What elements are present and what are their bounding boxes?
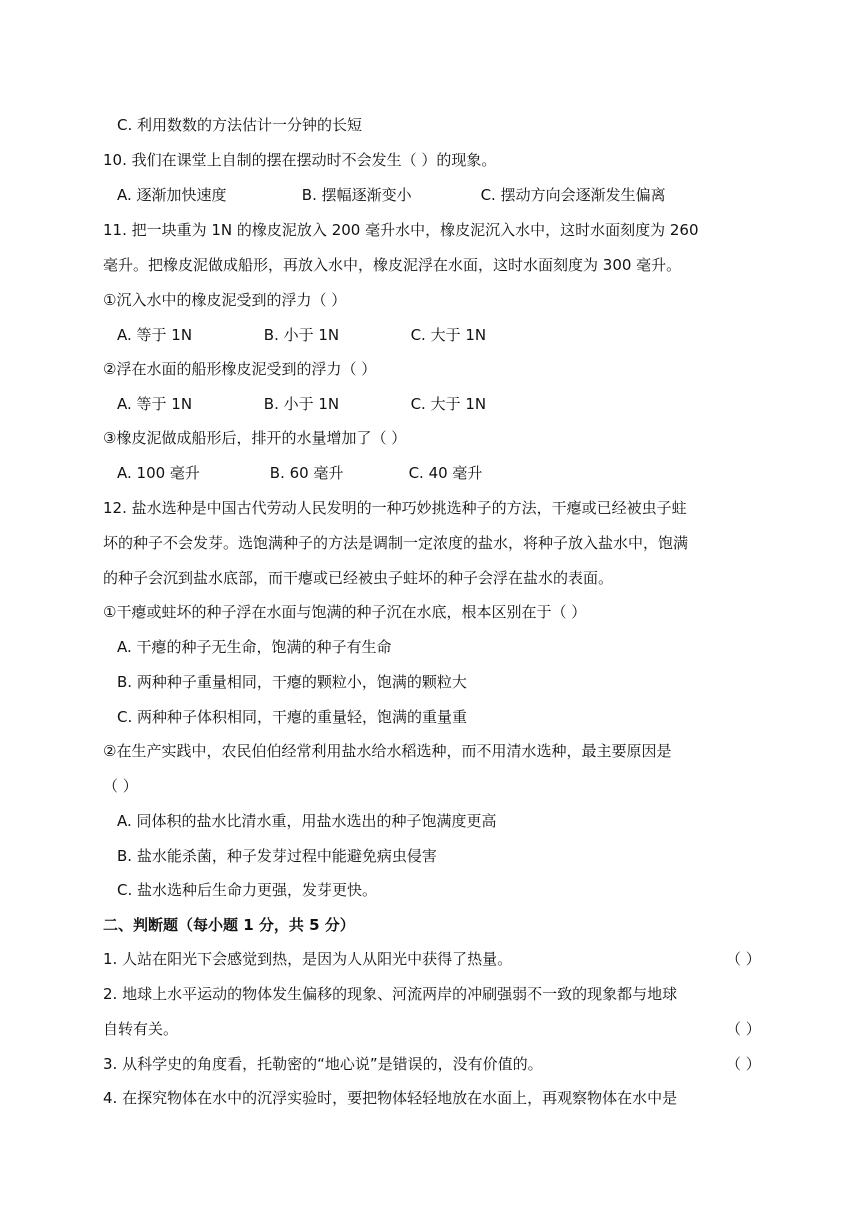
q12-sub-1-option-a: A. 干瘪的种子无生命，饱满的种子有生命 — [117, 638, 392, 656]
q12-sub-1: ①干瘪或蛀坏的种子浮在水面与饱满的种子沉在水底，根本区别在于（ ） — [103, 603, 587, 621]
q11-sub-2-option-a: A. 等于 1N — [117, 395, 193, 413]
judge-1-answer-blank: （ ） — [726, 950, 761, 968]
question-12-line-1: 12. 盐水选种是中国古代劳动人民发明的一种巧妙挑选种子的方法，干瘪或已经被虫子蛀 — [103, 499, 687, 517]
q12-sub-1-option-c: C. 两种种子体积相同，干瘪的重量轻，饱满的重量重 — [117, 708, 468, 726]
q11-sub-1-option-c: C. 大于 1N — [410, 326, 487, 344]
judge-2-line-1: 2. 地球上水平运动的物体发生偏移的现象、河流两岸的冲刷强弱不一致的现象都与地球 — [103, 985, 678, 1003]
question-11-line-1: 11. 把一块重为 1N 的橡皮泥放入 200 毫升水中，橡皮泥沉入水中，这时水面刻度为 260 — [103, 221, 699, 239]
q10-option-a: A. 逐渐加快速度 — [117, 186, 227, 204]
q12-sub-1-option-b: B. 两种种子重量相同，干瘪的颗粒小，饱满的颗粒大 — [117, 673, 467, 691]
q11-sub-2-options — [117, 391, 770, 417]
question-11-line-2: 毫升。把橡皮泥做成船形，再放入水中，橡皮泥浮在水面，这时水面刻度为 300 毫升。 — [103, 256, 682, 274]
q11-sub-2: ②浮在水面的船形橡皮泥受到的浮力（ ） — [103, 360, 377, 378]
q10-option-c: C. 摆动方向会逐渐发生偏离 — [480, 186, 666, 204]
judge-2-answer-blank: （ ） — [726, 1020, 761, 1038]
judge-3-answer-blank: （ ） — [726, 1055, 761, 1073]
q11-sub-3-option-c: C. 40 毫升 — [408, 464, 483, 482]
q11-sub-1-option-a: A. 等于 1N — [117, 326, 193, 344]
q12-sub-2-line-1: ②在生产实践中，农民伯伯经常利用盐水给水稻选种，而不用清水选种，最主要原因是 — [103, 742, 672, 760]
judge-3: 3. 从科学史的角度看，托勒密的“地心说”是错误的，没有价值的。 — [103, 1055, 543, 1073]
q11-sub-3-options — [117, 460, 770, 486]
q12-sub-2-option-c: C. 盐水选种后生命力更强，发芽更快。 — [117, 881, 378, 899]
judge-1: 1. 人站在阳光下会感觉到热，是因为人从阳光中获得了热量。 — [103, 950, 513, 968]
q10-options — [117, 182, 770, 208]
q12-sub-2-option-a: A. 同体积的盐水比清水重，用盐水选出的种子饱满度更高 — [117, 812, 497, 830]
q11-sub-1-option-b: B. 小于 1N — [263, 326, 340, 344]
q11-sub-2-option-c: C. 大于 1N — [410, 395, 487, 413]
q12-sub-2-option-b: B. 盐水能杀菌，种子发芽过程中能避免病虫侵害 — [117, 847, 437, 865]
judge-2-line-2: 自转有关。 — [103, 1020, 179, 1038]
judge-4-line-1: 4. 在探究物体在水中的沉浮实验时，要把物体轻轻地放在水面上，再观察物体在水中是 — [103, 1089, 678, 1107]
q10-option-b: B. 摆幅逐渐变小 — [301, 186, 412, 204]
q11-sub-3: ③橡皮泥做成船形后，排开的水量增加了（ ） — [103, 429, 407, 447]
q11-sub-3-option-a: A. 100 毫升 — [117, 464, 200, 482]
q11-sub-1-options — [117, 322, 770, 348]
q12-sub-2-line-2: （ ） — [103, 777, 138, 795]
question-12-line-3: 的种子会沉到盐水底部，而干瘪或已经被虫子蛀坏的种子会浮在盐水的表面。 — [103, 569, 614, 587]
q11-sub-1: ①沉入水中的橡皮泥受到的浮力（ ） — [103, 291, 347, 309]
question-10: 10. 我们在课堂上自制的摆在摆动时不会发生（ ）的现象。 — [103, 151, 497, 169]
q11-sub-2-option-b: B. 小于 1N — [263, 395, 340, 413]
q9-option-c: C. 利用数数的方法估计一分钟的长短 — [117, 116, 363, 134]
q11-sub-3-option-b: B. 60 毫升 — [269, 464, 344, 482]
section-2-heading: 二、判断题（每小题 1 分，共 5 分） — [103, 916, 355, 934]
question-12-line-2: 坏的种子不会发芽。选饱满种子的方法是调制一定浓度的盐水，将种子放入盐水中，饱满 — [103, 534, 689, 552]
